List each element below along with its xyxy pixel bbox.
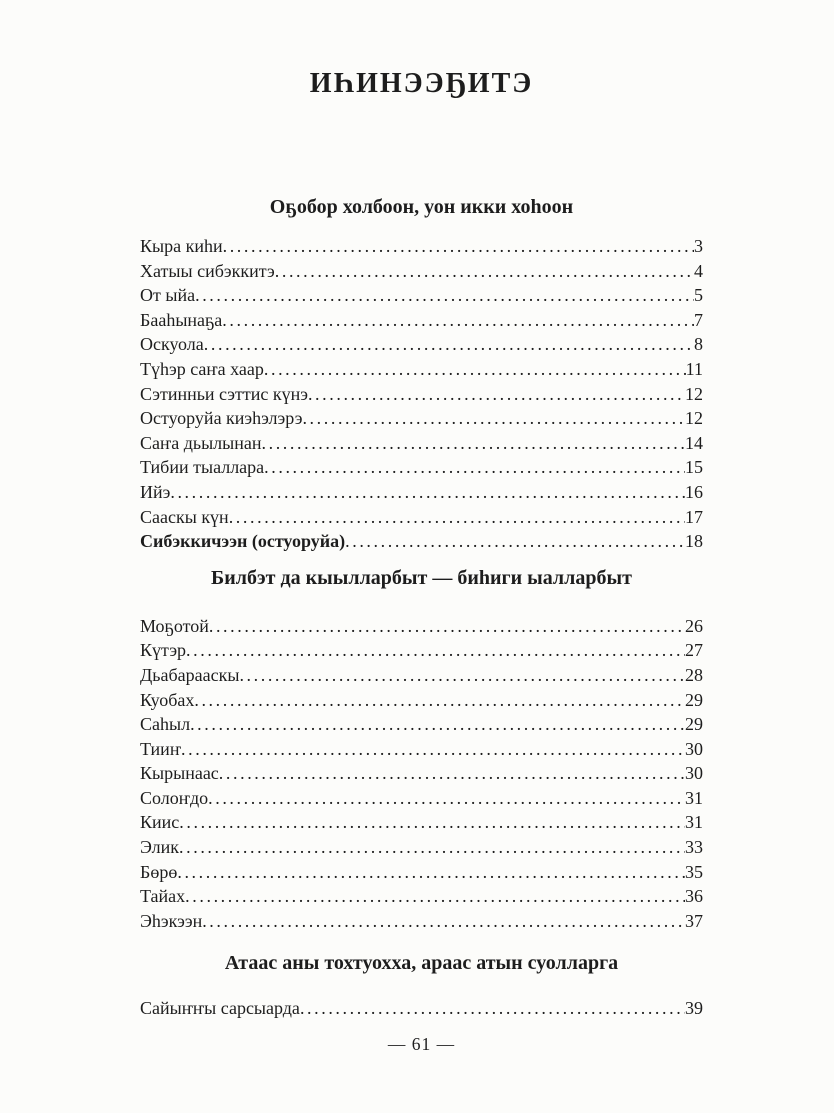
dot-leader <box>181 737 685 762</box>
toc-entry-title: Моҕотой <box>140 615 209 636</box>
toc-entry-title: Саҥа дьылынан <box>140 432 262 453</box>
toc-entry <box>140 357 703 382</box>
toc-entry <box>140 638 703 663</box>
toc-entry-title: Хатыы сибэккитэ <box>140 260 275 281</box>
dot-leader <box>262 431 686 456</box>
section-heading: Атаас аны тохтуохха, араас атын суолларга <box>224 952 619 975</box>
dot-leader <box>229 505 685 530</box>
toc-entry-page-number: 26 <box>685 615 703 636</box>
toc-entry-page-number: 31 <box>685 812 703 833</box>
dot-leader <box>275 259 694 284</box>
toc-entry <box>140 712 703 737</box>
toc-entry-page-number: 28 <box>685 664 703 685</box>
toc-entry <box>140 529 703 554</box>
toc-entry-title: Куобах <box>140 689 195 710</box>
toc-entry-title: Дьабарааскы <box>140 664 240 685</box>
toc-entry-title: Сайыҥҥы сарсыарда <box>140 998 300 1019</box>
toc-entry-page-number: 35 <box>685 861 703 882</box>
toc-entry <box>140 688 703 713</box>
toc-entry <box>140 382 703 407</box>
toc-entry-title: Оскуола <box>140 334 204 355</box>
toc-entry-page-number: 17 <box>685 506 703 527</box>
toc-rows <box>140 234 703 554</box>
toc-rows <box>140 996 703 1021</box>
dot-leader <box>186 638 685 663</box>
dot-leader <box>185 884 685 909</box>
dot-leader <box>219 761 685 786</box>
toc-section-other <box>140 952 703 1021</box>
dot-leader <box>195 283 694 308</box>
toc-entry-title: Тибии тыаллара <box>140 457 265 478</box>
toc-entry <box>140 259 703 284</box>
toc-entry-title: Бааһынаҕа <box>140 309 223 330</box>
toc-entry-page-number: 11 <box>685 358 703 379</box>
toc-entry-page-number: 3 <box>694 236 703 256</box>
toc-entry-title: Кыра киһи <box>140 236 223 256</box>
toc-entry-title: Киис <box>140 812 180 833</box>
dot-leader <box>345 529 685 554</box>
toc-entry-page-number: 33 <box>685 837 703 858</box>
dot-leader <box>208 786 685 811</box>
toc-entry-page-number: 14 <box>685 432 703 453</box>
dot-leader <box>204 332 694 357</box>
toc-entry <box>140 614 703 639</box>
toc-entry-title: Элик <box>140 837 180 858</box>
dot-leader <box>190 712 685 737</box>
toc-entry-page-number: 8 <box>694 334 703 355</box>
toc-entry <box>140 480 703 505</box>
toc-entry-title: Сааскы күн <box>140 506 229 527</box>
toc-entry-page-number: 5 <box>694 285 703 306</box>
dot-leader <box>239 663 685 688</box>
dot-leader <box>170 480 685 505</box>
toc-entry <box>140 860 703 885</box>
toc-entry-title: Тайах <box>140 886 186 907</box>
dot-leader <box>177 860 685 885</box>
toc-entry-title: Күтэр <box>140 640 187 661</box>
dot-leader <box>300 996 685 1021</box>
toc-entry <box>140 786 703 811</box>
toc-entry-page-number: 12 <box>685 408 703 429</box>
section-heading: Оҕобор холбоон, уон икки хоһоон <box>269 196 574 218</box>
toc-entry-page-number: 15 <box>685 457 703 478</box>
page-title: ИҺИНЭЭҔИТЭ <box>309 68 534 99</box>
toc-entry <box>140 884 703 909</box>
toc-entry-page-number: 37 <box>685 910 703 931</box>
toc-entry <box>140 332 703 357</box>
toc-entry-title: Бөрө <box>140 861 178 882</box>
toc-entry <box>140 308 703 333</box>
toc-entry-page-number: 7 <box>694 309 703 330</box>
toc-entry <box>140 835 703 860</box>
toc-entry-title: Эһэкээн <box>140 910 203 931</box>
toc-entry-title: Солоҥдо <box>140 787 209 808</box>
toc-entry <box>140 455 703 480</box>
toc-entry <box>140 431 703 456</box>
dot-leader <box>222 308 694 333</box>
toc-entry <box>140 234 703 259</box>
toc-entry <box>140 810 703 835</box>
toc-section-animals <box>140 567 703 934</box>
dot-leader <box>179 810 685 835</box>
toc-entry-page-number: 29 <box>685 689 703 710</box>
toc-entry <box>140 909 703 934</box>
dot-leader <box>264 455 685 480</box>
dot-leader <box>308 382 685 407</box>
toc-entry-page-number: 4 <box>694 260 703 281</box>
dot-leader <box>202 909 685 934</box>
section-heading: Билбэт да кыылларбыт — биһиги ыалларбыт <box>211 566 632 589</box>
toc-entry-title: Тииҥ <box>140 738 182 759</box>
dot-leader <box>209 614 685 639</box>
toc-entry-page-number: 31 <box>685 787 703 808</box>
toc-page <box>140 0 703 1055</box>
toc-entry-page-number: 12 <box>685 383 703 404</box>
toc-entry-page-number: 39 <box>685 998 703 1019</box>
dot-leader <box>179 835 685 860</box>
toc-entry-page-number: 30 <box>685 763 703 784</box>
toc-entry <box>140 406 703 431</box>
toc-entry-page-number: 27 <box>685 640 703 661</box>
toc-entry-page-number: 30 <box>685 738 703 759</box>
dot-leader <box>194 688 685 713</box>
toc-entry-title: От ыйа <box>140 285 196 306</box>
toc-entry <box>140 737 703 762</box>
toc-section-poems <box>140 196 703 554</box>
dot-leader <box>302 406 685 431</box>
toc-entry-title: Ийэ <box>140 481 171 502</box>
dot-leader <box>264 357 686 382</box>
dot-leader <box>223 234 694 259</box>
toc-entry <box>140 663 703 688</box>
toc-entry-title: Остуоруйа киэһэлэрэ <box>140 408 303 429</box>
toc-entry <box>140 996 703 1021</box>
toc-entry-title: Кырынаас <box>140 763 219 784</box>
toc-entry-page-number: 18 <box>685 531 703 552</box>
toc-entry <box>140 283 703 308</box>
toc-rows <box>140 614 703 934</box>
toc-entry-title: Сэтинньи сэттис күнэ <box>140 383 308 404</box>
toc-entry-title: Түһэр саҥа хаар <box>140 358 264 379</box>
toc-entry-page-number: 29 <box>685 714 703 735</box>
folio-page-number: — 61 — <box>387 1034 456 1055</box>
toc-entry-page-number: 16 <box>685 481 703 502</box>
toc-entry-title: Саһыл <box>140 714 191 735</box>
toc-entry <box>140 505 703 530</box>
toc-entry <box>140 761 703 786</box>
toc-entry-title: Сибэккичээн (остуоруйа) <box>140 531 346 552</box>
toc-entry-page-number: 36 <box>685 886 703 907</box>
